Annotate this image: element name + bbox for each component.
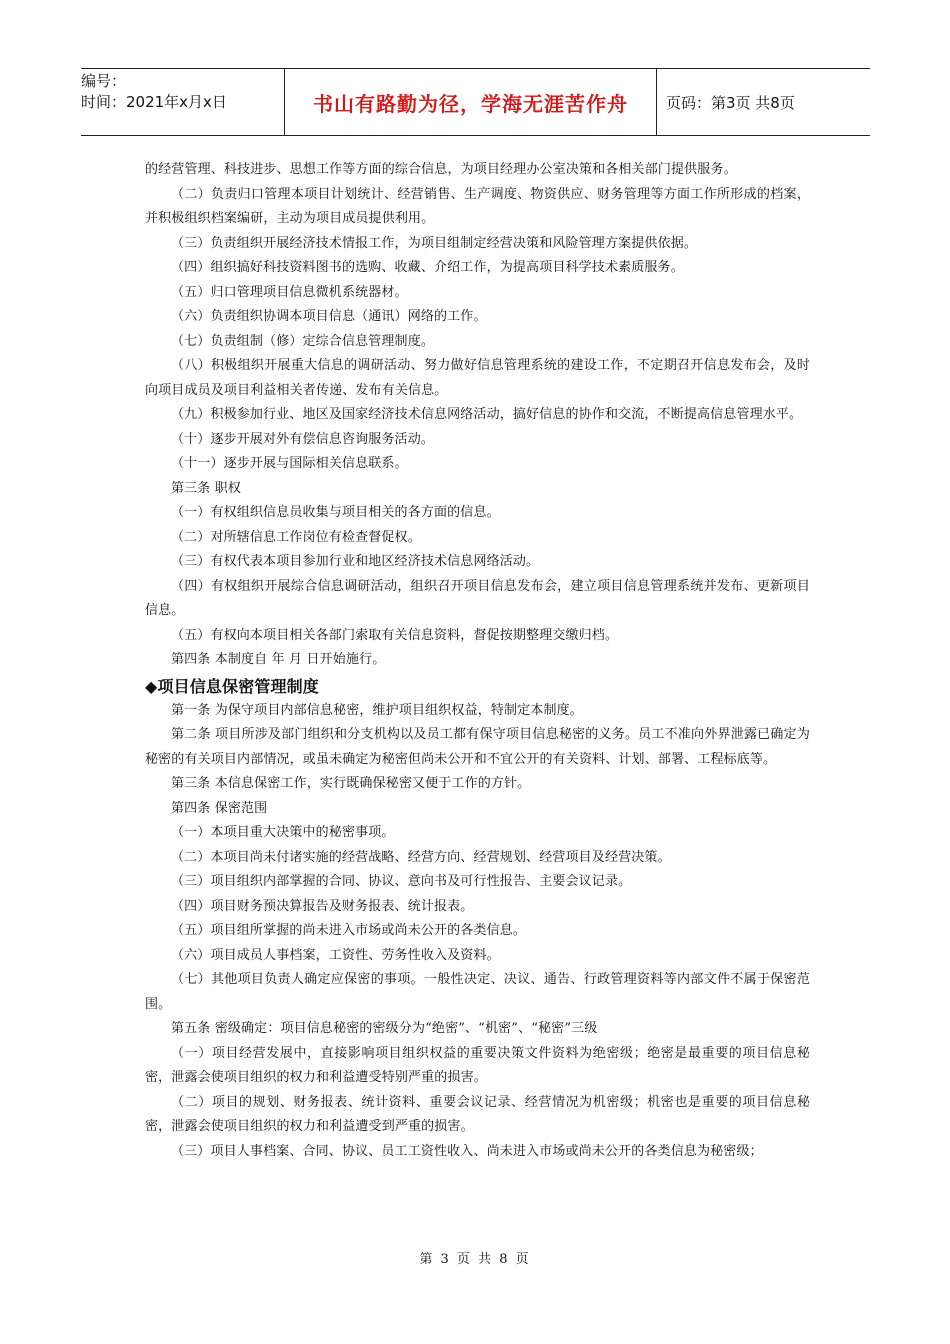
paragraph: （三）项目人事档案、合同、协议、员工工资性收入、尚未进入市场或尚未公开的各类信息为秘密级；: [171, 1143, 763, 1159]
paragraph: （一）本项目重大决策中的秘密事项。: [171, 825, 395, 840]
paragraph: （四）有权组织开展综合信息调研活动，组织召开项目信息发布会，建立项目信息管理系统并发布、更新项目信息。: [145, 578, 810, 618]
paragraph: 的经营管理、科技进步、思想工作等方面的综合信息，为项目经理办公室决策和各相关部门提供服务。: [145, 162, 737, 177]
paragraph: （一）有权组织信息员收集与项目相关的各方面的信息。: [171, 505, 500, 520]
paragraph: （二）本项目尚未付诸实施的经营战略、经营方向、经营规划、经营项目及经营决策。: [171, 849, 671, 865]
paragraph: 第五条 密级确定：项目信息秘密的密级分为“绝密”、“机密”、“秘密”三级: [171, 1021, 598, 1036]
paragraph: （三）负责组织开展经济技术情报工作，为项目组制定经营决策和风险管理方案提供依据。: [171, 235, 698, 251]
paragraph: （二）项目的规划、财务报表、统计资料、重要会议记录、经营情况为机密级；机密也是重要的项目信息秘密，泄露会使项目组织的权力和利益遭受到严重的损害。: [145, 1094, 810, 1134]
paragraph: （三）项目组织内部掌握的合同、协议、意向书及可行性报告、主要会议记录。: [171, 874, 632, 889]
paragraph: （四）项目财务预决算报告及财务报表、统计报表。: [171, 898, 474, 914]
paragraph: （四）组织搞好科技资料图书的选购、收藏、介绍工作，为提高项目科学技术素质服务。: [171, 260, 684, 275]
header-motto: 书山有路勤为径，学海无涯苦作舟: [313, 91, 628, 116]
document-body: [145, 158, 810, 1164]
paragraph: （九）积极参加行业、地区及国家经济技术信息网络活动，搞好信息的协作和交流，不断提高信息管理水平。: [171, 407, 803, 422]
paragraph: （六）负责组织协调本项目信息（通讯）网络的工作。: [171, 309, 487, 324]
header-divider: [656, 69, 657, 135]
paragraph: （八）积极组织开展重大信息的调研活动、努力做好信息管理系统的建设工作，不定期召开信息发布会，及时向项目成员及项目利益相关者传递、发布有关信息。: [145, 358, 810, 398]
header-page-number: 页码：第3页 共8页: [666, 93, 795, 112]
paragraph: （十一）逐步开展与国际相关信息联系。: [171, 456, 408, 471]
paragraph: 第一条 为保守项目内部信息秘密，维护项目组织权益，特制定本制度。: [171, 702, 583, 718]
paragraph: （十）逐步开展对外有偿信息咨询服务活动。: [171, 431, 435, 447]
paragraph: （一）项目经营发展中，直接影响项目组织权益的重要决策文件资料为绝密级；绝密是最重要的项目信息秘密，泄露会使项目组织的权力和利益遭受特别严重的损害。: [145, 1045, 810, 1085]
page-header: [81, 68, 870, 136]
page-footer: 第 3 页 共 8 页: [419, 1252, 531, 1267]
header-meta: [81, 71, 281, 133]
paragraph: （七）负责组制（修）定综合信息管理制度。: [171, 333, 435, 349]
paragraph: （三）有权代表本项目参加行业和地区经济技术信息网络活动。: [171, 554, 540, 569]
paragraph: 第四条 本制度自 年 月 日开始施行。: [171, 652, 386, 667]
paragraph: （五）有权向本项目相关各部门索取有关信息资料，督促按期整理交缴归档。: [171, 627, 619, 643]
document-date-label: 时间：2021年x月x日: [81, 93, 227, 111]
paragraph: （六）项目成员人事档案，工资性、劳务性收入及资料。: [171, 947, 500, 963]
paragraph: （五）项目组所掌握的尚未进入市场或尚未公开的各类信息。: [171, 923, 527, 938]
paragraph: （二）负责归口管理本项目计划统计、经营销售、生产调度、物资供应、财务管理等方面工作所形成的档案，并积极组织档案编研，主动为项目成员提供利用。: [145, 186, 810, 226]
paragraph: （五）归口管理项目信息微机系统器材。: [171, 284, 408, 300]
section-heading: ◆项目信息保密管理制度: [145, 676, 319, 696]
paragraph: 第三条 本信息保密工作，实行既确保秘密又便于工作的方针。: [171, 776, 531, 791]
paragraph: （七）其他项目负责人确定应保密的事项。一般性决定、决议、通告、行政管理资料等内部文件不属于保密范围。: [145, 972, 810, 1012]
document-number-label: 编号：: [81, 72, 127, 90]
article-title: 第四条 保密范围: [171, 800, 268, 816]
paragraph: （二）对所辖信息工作岗位有检查督促权。: [171, 529, 421, 545]
paragraph: 第二条 项目所涉及部门组织和分支机构以及员工都有保守项目信息秘密的义务。员工不准向外界泄露已确定为秘密的有关项目内部情况，或虽未确定为秘密但尚未公开和不宜公开的有关资料、计划、部署、工程标底等。: [145, 727, 810, 767]
article-title: 第三条 职权: [171, 480, 242, 496]
